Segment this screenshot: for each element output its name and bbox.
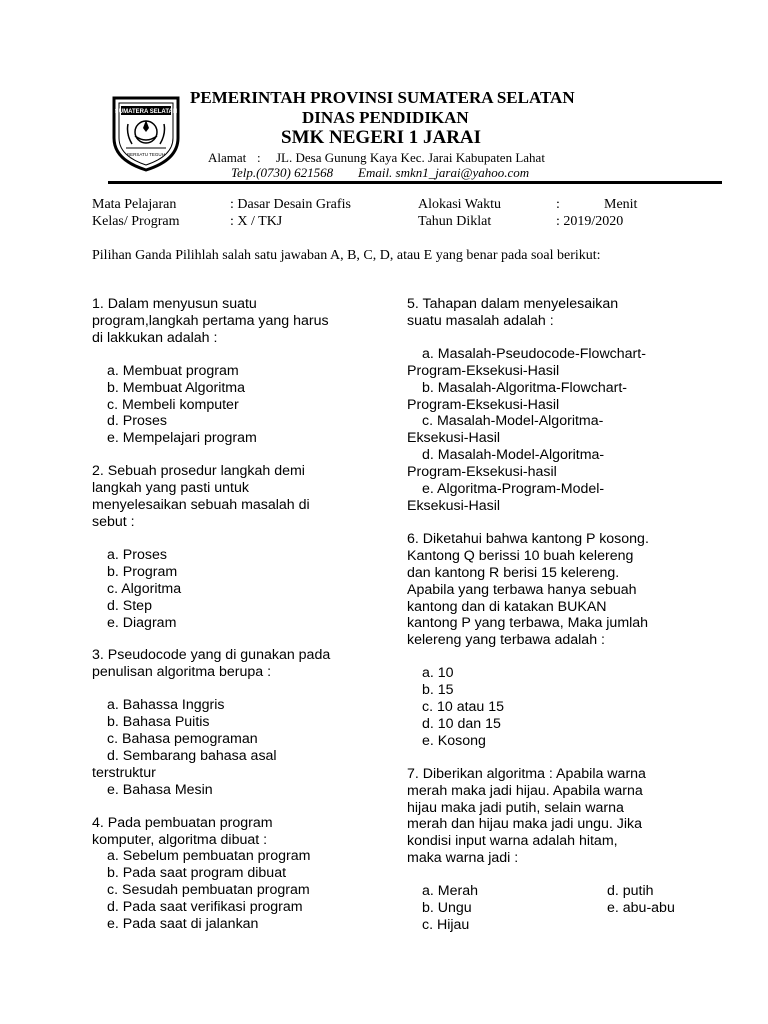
- option-1c: c. Membeli komputer: [107, 396, 239, 413]
- option-5a-continuation: Program-Eksekusi-Hasil: [407, 362, 560, 379]
- option-4b: b. Pada saat program dibuat: [107, 865, 287, 882]
- time-label: Alokasi Waktu: [418, 197, 501, 212]
- address-text: JL. Desa Gunung Kaya Kec. Jarai Kabupaten Lahat: [276, 150, 545, 165]
- option-5c: c. Masalah-Model-Algoritma-: [422, 413, 604, 430]
- question-6: 6. Diketahui bahwa kantong P kosong. Kantong Q berissi 10 buah kelereng dan kantong R berisi 15 kelereng. Apabila yang terbawa hanya sebuah kantong dan di katakan BUKAN kantong P yang terbawa, Maka jumlah kelereng yang terbawa adalah :: [407, 530, 649, 649]
- email-text: Email. smkn1_jarai@yahoo.com: [358, 165, 530, 180]
- letterhead-divider: [108, 181, 722, 184]
- option-3e: e. Bahasa Mesin: [107, 781, 213, 798]
- option-2d: d. Step: [107, 597, 152, 614]
- address-colon: :: [257, 150, 261, 165]
- option-4d: d. Pada saat verifikasi program: [107, 899, 303, 916]
- option-5d: d. Masalah-Model-Algoritma-: [422, 447, 605, 464]
- option-1a: a. Membuat program: [107, 362, 239, 379]
- option-7a: a. Merah: [422, 883, 478, 900]
- year-value: : 2019/2020: [556, 214, 624, 229]
- option-4a: a. Sebelum pembuatan program: [107, 848, 311, 865]
- option-6e: e. Kosong: [422, 732, 486, 749]
- instruction-text: Pilihan Ganda Pilihlah salah satu jawaban A, B, C, D, atau E yang benar pada soal berikut:: [92, 248, 601, 263]
- school-title: SMK NEGERI 1 JARAI: [281, 127, 482, 148]
- option-6d: d. 10 dan 15: [422, 715, 501, 732]
- class-label: Kelas/ Program: [92, 214, 180, 229]
- option-1b: b. Membuat Algoritma: [107, 379, 245, 396]
- subject-value: : Dasar Desain Grafis: [230, 197, 351, 212]
- option-1e: e. Mempelajari program: [107, 430, 257, 447]
- time-colon: :: [556, 197, 560, 212]
- option-7c: c. Hijau: [422, 917, 470, 933]
- option-6b: b. 15: [422, 682, 454, 699]
- option-7b: b. Ungu: [422, 900, 472, 917]
- question-2: 2. Sebuah prosedur langkah demi langkah yang pasti untuk menyelesaikan sebuah masalah di sebut :: [92, 463, 310, 530]
- subject-label: Mata Pelajaran: [92, 197, 177, 212]
- logo-text-top: SUMATERA SELATAN: [114, 109, 178, 115]
- agency-title: DINAS PENDIDIKAN: [302, 108, 469, 127]
- questions-left-column: [92, 296, 392, 933]
- option-2c: c. Algoritma: [107, 580, 182, 597]
- option-3b: b. Bahasa Puitis: [107, 714, 210, 731]
- time-unit: Menit: [604, 197, 638, 212]
- option-2e: e. Diagram: [107, 614, 177, 631]
- provincial-emblem-logo: [108, 94, 184, 172]
- option-4c: c. Sesudah pembuatan program: [107, 882, 310, 899]
- option-7d: d. putih: [607, 883, 654, 900]
- option-2b: b. Program: [107, 563, 178, 580]
- option-3a: a. Bahassa Inggris: [107, 697, 225, 714]
- option-6c: c. 10 atau 15: [422, 699, 505, 716]
- option-7e: e. abu-abu: [607, 900, 675, 917]
- question-7: 7. Diberikan algoritma : Apabila warna merah maka jadi hijau. Apabila warna hijau maka jadi putih, selain warna merah dan hijau maka jadi ungu. Jika kondisi input warna adalah hitam, maka warna jadi :: [407, 765, 646, 867]
- option-5b: b. Masalah-Algoritma-Flowchart-: [422, 379, 627, 396]
- option-3d-continuation: terstruktur: [92, 764, 156, 781]
- option-5c-continuation: Eksekusi-Hasil: [407, 430, 501, 447]
- logo-text-bottom: BERSATU TEGUH: [127, 152, 165, 157]
- option-5b-continuation: Program-Eksekusi-Hasil: [407, 396, 560, 413]
- year-label: Tahun Diklat: [418, 214, 492, 229]
- option-5e-continuation: Eksekusi-Hasil: [407, 497, 501, 514]
- phone-text: Telp.(0730) 621568: [231, 165, 334, 180]
- class-value: : X / TKJ: [230, 214, 283, 229]
- option-1d: d. Proses: [107, 413, 167, 430]
- address-label: Alamat: [208, 150, 247, 165]
- question-4: 4. Pada pembuatan program komputer, algoritma dibuat :: [92, 814, 273, 848]
- province-title: PEMERINTAH PROVINSI SUMATERA SELATAN: [190, 88, 575, 107]
- question-5: 5. Tahapan dalam menyelesaikan suatu masalah adalah :: [407, 296, 619, 329]
- option-4e: e. Pada saat di jalankan: [107, 916, 259, 933]
- option-5d-continuation: Program-Eksekusi-hasil: [407, 464, 557, 481]
- question-3: 3. Pseudocode yang di gunakan pada penulisan algoritma berupa :: [92, 647, 331, 681]
- option-6a: a. 10: [422, 665, 454, 682]
- option-2a: a. Proses: [107, 546, 167, 563]
- option-5e: e. Algoritma-Program-Model-: [422, 481, 605, 498]
- questions-right-column: [407, 296, 707, 934]
- option-3d: d. Sembarang bahasa asal: [107, 747, 277, 764]
- question-1: 1. Dalam menyusun suatu program,langkah pertama yang harus di lakkukan adalah :: [92, 296, 329, 346]
- option-5a: a. Masalah-Pseudocode-Flowchart-: [422, 345, 646, 362]
- option-3c: c. Bahasa pemograman: [107, 731, 258, 748]
